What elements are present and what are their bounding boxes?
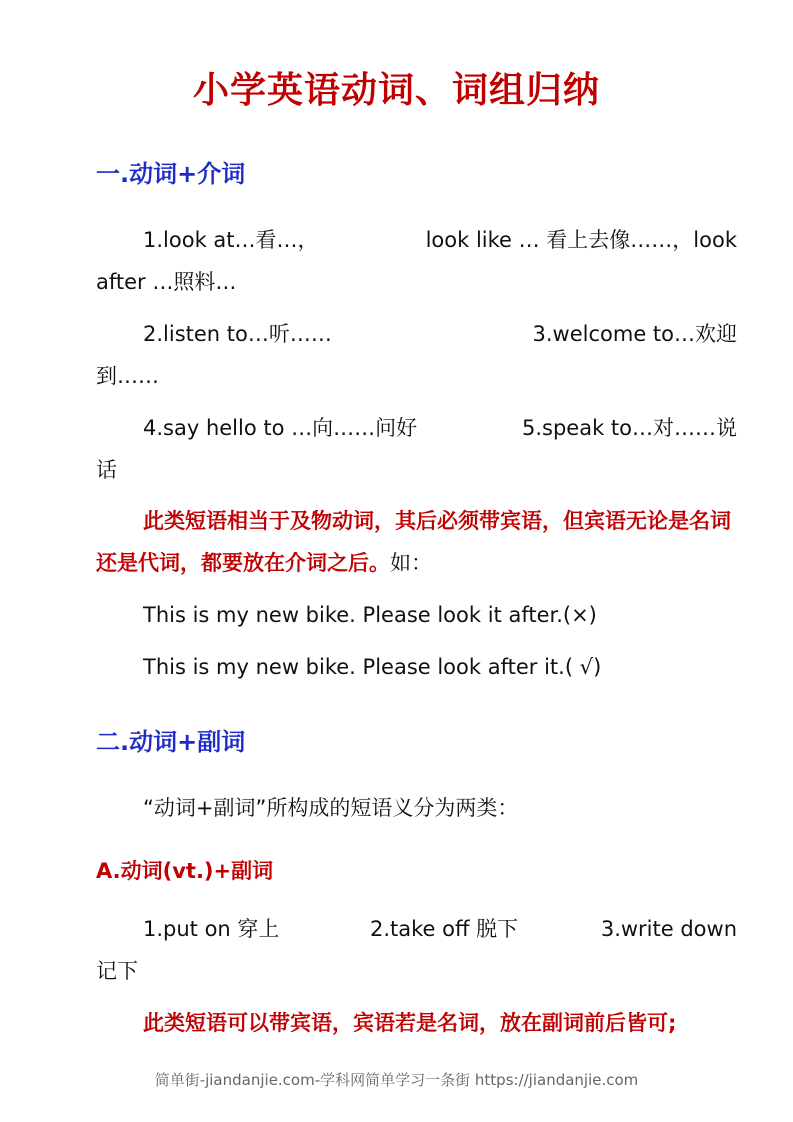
- section1-line3: [96, 407, 737, 491]
- item5-speak-to: 5.speak to…对……说: [521, 416, 737, 440]
- item5-speak-to-wrap: 话: [96, 458, 117, 482]
- item3-welcome-to-wrap: 到……: [96, 364, 159, 388]
- item-write-down-wrap: 记下: [96, 959, 138, 983]
- item4-say-hello-to: 4.say hello to …向……问好: [143, 416, 418, 440]
- item3-welcome-to: 3.welcome to…欢迎: [532, 322, 737, 346]
- item1-look-like: look like … 看上去像……，look: [425, 228, 737, 252]
- section1-line2: [96, 313, 737, 397]
- section1-line1: [96, 219, 737, 303]
- section2-heading: 二.动词+副词: [96, 728, 246, 756]
- section1-note-tail: 如：: [390, 551, 432, 575]
- section1-heading: 一.动词+介词: [96, 160, 246, 188]
- item-take-off: 2.take off 脱下: [370, 917, 519, 941]
- item-write-down: 3.write down: [600, 917, 737, 941]
- page-footer: 简单街-jiandanjie.com-学科网简单学习一条街 https://jiandanjie.com: [154, 1071, 639, 1089]
- section2-note: 此类短语可以带宾语，宾语若是名词，放在副词前后皆可;: [143, 1011, 677, 1035]
- item-put-on: 1.put on 穿上: [143, 917, 280, 941]
- example-right: This is my new bike. Please look after it.( √): [143, 655, 602, 679]
- section1-note: [96, 500, 737, 584]
- page-title: 小学英语动词、词组归纳: [192, 69, 600, 111]
- item2-listen-to: 2.listen to…听……: [143, 322, 332, 346]
- item1-look-after: after …照料…: [96, 270, 237, 294]
- section2-line1: [96, 908, 737, 992]
- subsection-a-heading: A.动词(vt.)+副词: [96, 859, 274, 883]
- section2-intro: “动词+副词”所构成的短语义分为两类：: [143, 796, 519, 820]
- item1-look-at: 1.look at…看…，: [143, 228, 319, 252]
- example-wrong: This is my new bike. Please look it after.(×): [143, 603, 597, 627]
- section1-note-text: 此类短语相当于及物动词，其后必须带宾语，但宾语无论是名词还是代词，都要放在介词之后。: [96, 509, 731, 575]
